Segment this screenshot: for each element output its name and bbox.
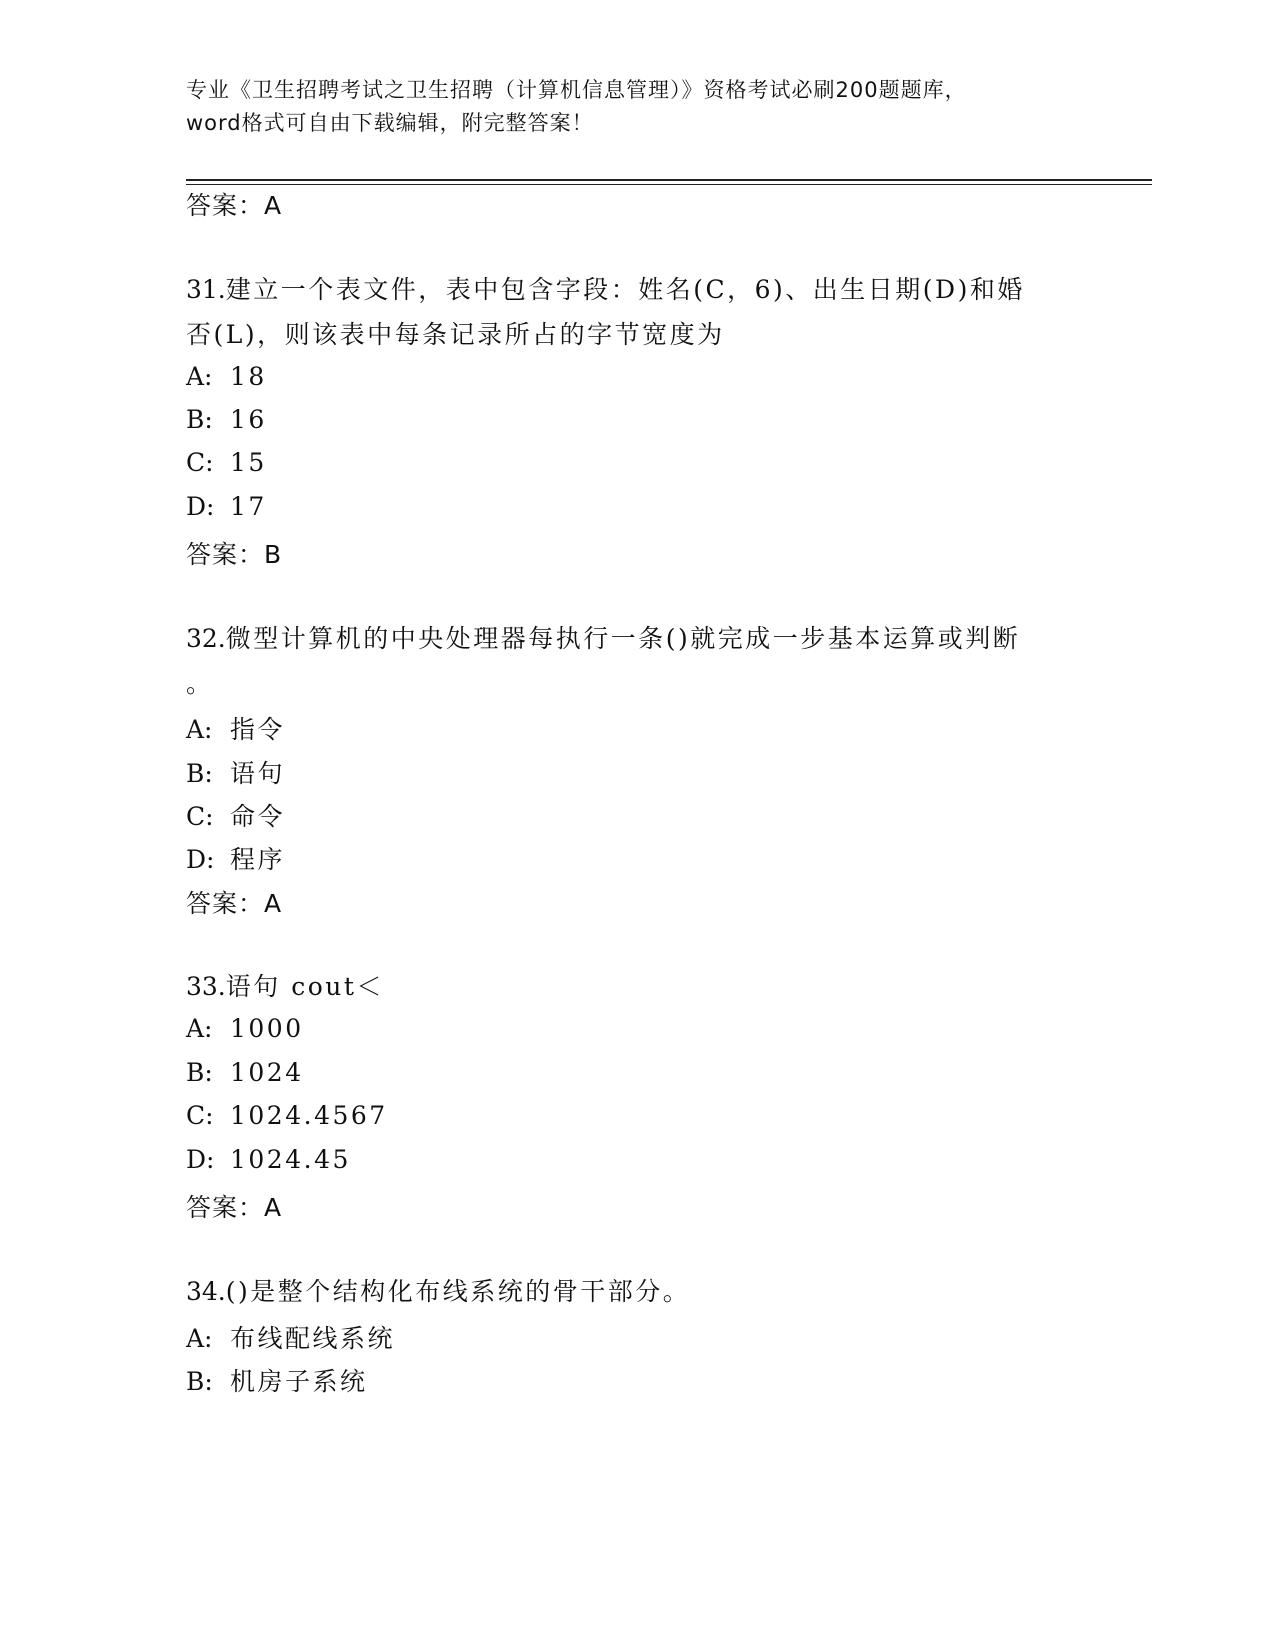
option-d: D: 17	[186, 492, 267, 521]
option-b: B: 1024	[186, 1058, 304, 1087]
question-text: 语句 cout＜	[225, 972, 384, 1001]
answer-line: 答案：B	[186, 540, 283, 569]
option-a: A: 18	[186, 362, 267, 391]
option-a: A: 1000	[186, 1014, 304, 1043]
option-d: D: 1024.45	[186, 1145, 351, 1174]
option-a: A: 指令	[186, 715, 286, 744]
document-header: 专业《卫生招聘考试之卫生招聘（计算机信息管理）》资格考试必刷200题题库， word格式可自由下载编辑，附完整答案！	[186, 78, 967, 135]
option-c: C: 15	[186, 448, 267, 477]
option-c: C: 1024.4567	[186, 1101, 388, 1130]
option-d: D: 程序	[186, 845, 286, 874]
option-b: B: 语句	[186, 759, 286, 788]
question-32	[186, 616, 1020, 706]
question-33	[186, 964, 384, 1009]
question-number: 34.	[186, 1277, 226, 1306]
answer-line: 答案：A	[186, 1193, 283, 1222]
question-number: 31.	[186, 275, 226, 304]
answer-line: 答案：A	[186, 889, 283, 918]
option-a: A: 布线配线系统	[186, 1324, 396, 1353]
header-rule-thin	[186, 184, 1152, 185]
question-34	[186, 1269, 690, 1314]
question-number: 32.	[186, 624, 226, 653]
question-number: 33.	[186, 972, 226, 1001]
question-text: ()是整个结构化布线系统的骨干部分。	[225, 1277, 691, 1306]
question-text: 微型计算机的中央处理器每执行一条()就完成一步基本运算或判断 。	[186, 624, 1021, 698]
option-b: B: 机房子系统	[186, 1367, 368, 1396]
question-text: 建立一个表文件，表中包含字段：姓名(C，6)、出生日期(D)和婚 否(L)，则该表中每条记录所占的字节宽度为	[186, 275, 1025, 349]
option-c: C: 命令	[186, 802, 286, 831]
option-b: B: 16	[186, 405, 267, 434]
header-rule	[186, 179, 1152, 181]
answer-line: 答案：A	[186, 191, 283, 220]
question-31	[186, 267, 1025, 357]
